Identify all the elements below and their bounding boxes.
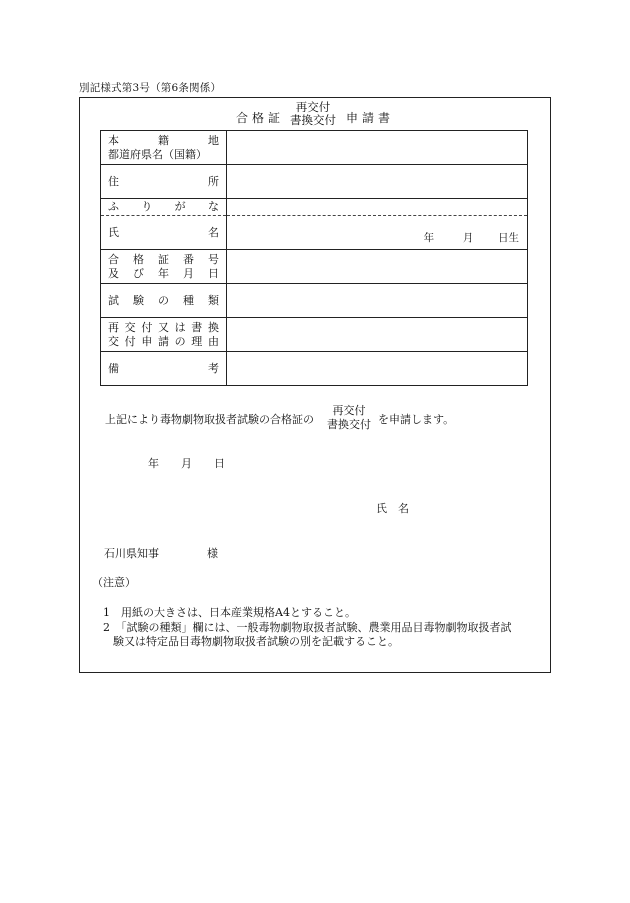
- note-1: 1 用紙の大きさは、日本産業規格A4とすること。: [103, 606, 356, 619]
- field-cert-number[interactable]: [227, 250, 528, 284]
- row-name: [101, 216, 528, 250]
- title-stack-top: 再交付: [295, 100, 331, 114]
- row-honseki: [101, 131, 528, 165]
- label-honseki: 本 籍 地 都道府県名（国籍）: [101, 131, 227, 165]
- notes-heading: （注意）: [92, 576, 136, 589]
- row-remarks: [101, 352, 528, 386]
- field-reason[interactable]: [227, 318, 528, 352]
- row-reason: [101, 318, 528, 352]
- statement-stack-top: 再交付: [332, 404, 366, 417]
- addressee-governor: 石川県知事: [104, 547, 159, 560]
- label-exam-type: 試 験 の 種 類: [101, 284, 227, 318]
- birthdate: 年 月 日生: [423, 232, 519, 244]
- field-furigana[interactable]: [227, 199, 528, 216]
- application-date[interactable]: 年 月 日: [148, 457, 225, 470]
- statement-before: 上記により毒物劇物取扱者試験の合格証の: [105, 413, 314, 426]
- statement-after: を申請します。: [378, 413, 455, 426]
- note-2: 2 「試験の種類」欄には、一般毒物劇物取扱者試験、農業用品目毒物劇物取扱者試: [103, 621, 512, 634]
- label-address: 住 所: [101, 165, 227, 199]
- field-exam-type[interactable]: [227, 284, 528, 318]
- applicant-name-label: 氏 名: [376, 502, 409, 515]
- title-stack: [290, 101, 336, 127]
- title-left: 合格証: [236, 111, 285, 125]
- application-table: [100, 130, 528, 386]
- label-reason: 再 交 付 又 は 書 換 交 付 申 請 の 理 由: [101, 318, 227, 352]
- row-furigana: [101, 199, 528, 216]
- statement-stack: [327, 404, 371, 432]
- statement-stack-bottom: 書換交付: [327, 418, 371, 431]
- label-remarks: 備 考: [101, 352, 227, 386]
- label-name: 氏 名: [101, 216, 227, 250]
- title-right: 申請書: [346, 111, 395, 125]
- row-cert-number: [101, 250, 528, 284]
- addressee-honorific: 様: [207, 547, 218, 560]
- label-cert-number: 合 格 証 番 号 及 び 年 月 日: [101, 250, 227, 284]
- field-honseki[interactable]: [227, 131, 528, 165]
- row-address: [101, 165, 528, 199]
- form-caption: 別記様式第3号（第6条関係）: [79, 82, 222, 94]
- title-stack-bottom: 書換交付: [290, 113, 336, 127]
- row-exam-type: [101, 284, 528, 318]
- note-2-continued: 験又は特定品目毒物劇物取扱者試験の別を記載すること。: [113, 635, 399, 648]
- field-name[interactable]: [227, 216, 528, 250]
- field-address[interactable]: [227, 165, 528, 199]
- label-furigana: ふ り が な: [101, 199, 227, 216]
- field-remarks[interactable]: [227, 352, 528, 386]
